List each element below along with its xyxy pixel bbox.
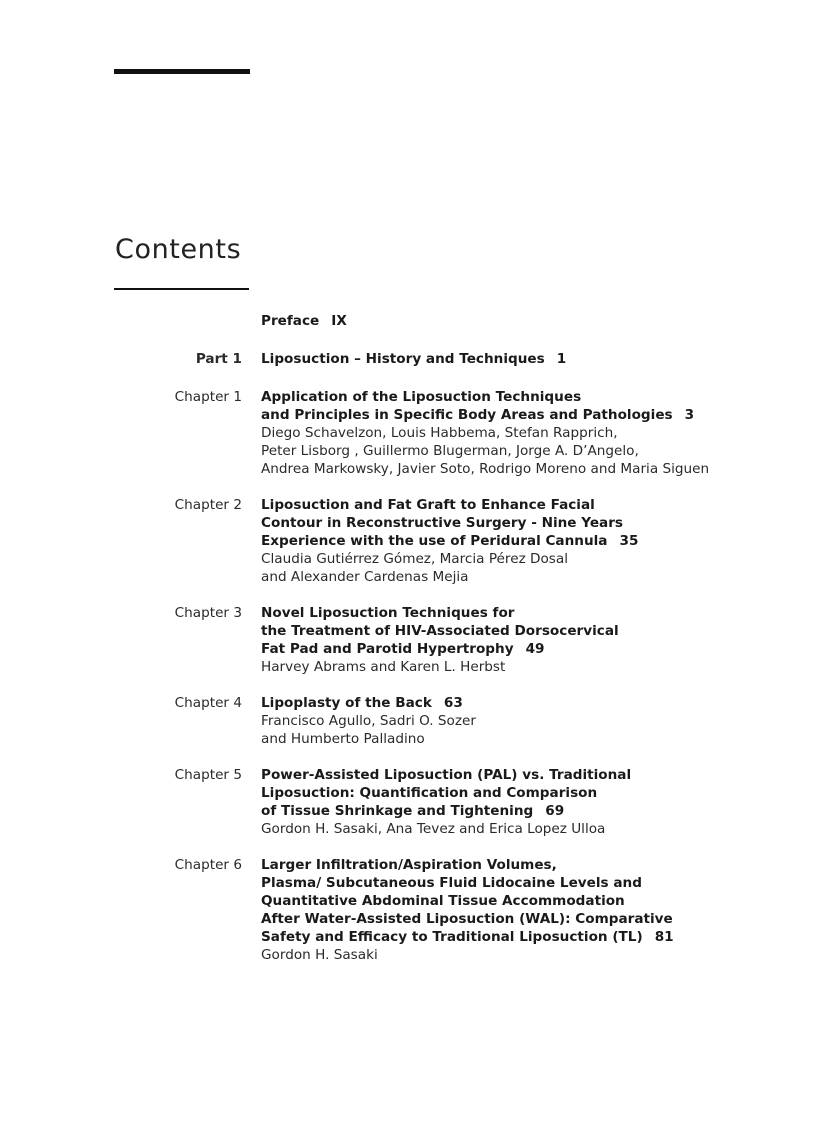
title-line: the Treatment of HIV-Associated Dorsocervical xyxy=(261,623,619,639)
author-line: Harvey Abrams and Karen L. Herbst xyxy=(261,659,506,675)
author-line: Diego Schavelzon, Louis Habbema, Stefan Rapprich, xyxy=(261,425,618,441)
entry-body xyxy=(261,312,731,330)
title-line-text: Fat Pad and Parotid Hypertrophy xyxy=(261,641,514,657)
title-line-last xyxy=(261,694,731,712)
title-line: Novel Liposuction Techniques for xyxy=(261,605,515,621)
entry-title xyxy=(261,604,731,658)
entry-title-text: Preface xyxy=(261,313,320,329)
entry-body xyxy=(261,694,731,748)
page-title: Contents xyxy=(115,234,242,265)
author-line: Claudia Gutiérrez Gómez, Marcia Pérez Dosal xyxy=(261,551,568,567)
title-line-last xyxy=(261,928,731,946)
chapter-label: Chapter 6 xyxy=(174,857,242,873)
title-line-text: and Principles in Specific Body Areas and Pathologies xyxy=(261,407,673,423)
entry-authors xyxy=(261,820,731,838)
entry-body xyxy=(261,856,731,964)
entry-authors xyxy=(261,658,731,676)
chapter-label: Chapter 3 xyxy=(174,605,242,621)
chapter-label: Chapter 5 xyxy=(174,767,242,783)
chapter-label: Chapter 2 xyxy=(174,497,242,513)
entry-page-number: IX xyxy=(331,313,347,329)
chapter-label: Chapter 4 xyxy=(174,695,242,711)
author-line: Andrea Markowsky, Javier Soto, Rodrigo Moreno and Maria Siguen xyxy=(261,461,710,477)
entry-body xyxy=(261,496,731,586)
entry-page-number: 81 xyxy=(654,929,674,945)
title-line-text: of Tissue Shrinkage and Tightening xyxy=(261,803,534,819)
title-line: Power-Assisted Liposuction (PAL) vs. Traditional xyxy=(261,767,632,783)
entry-authors xyxy=(261,424,731,478)
entry-page-number: 3 xyxy=(684,407,695,423)
author-line: and Alexander Cardenas Mejia xyxy=(261,569,469,585)
title-line: Plasma/ Subcutaneous Fluid Lidocaine Levels and xyxy=(261,875,642,891)
title-line-text: Experience with the use of Peridural Cannula xyxy=(261,533,608,549)
entry-body xyxy=(261,766,731,838)
entry-title-text: Liposuction – History and Techniques xyxy=(261,351,545,367)
entry-title xyxy=(261,350,731,368)
title-line: Contour in Reconstructive Surgery - Nine Years xyxy=(261,515,624,531)
title-line-last xyxy=(261,640,731,658)
entry-authors xyxy=(261,712,731,748)
title-line: Liposuction and Fat Graft to Enhance Facial xyxy=(261,497,595,513)
part-label: Part 1 xyxy=(195,351,242,367)
title-line-last xyxy=(261,406,731,424)
title-line: Quantitative Abdominal Tissue Accommodation xyxy=(261,893,625,909)
entry-body xyxy=(261,604,731,676)
author-line: Francisco Agullo, Sadri O. Sozer xyxy=(261,713,476,729)
entry-title xyxy=(261,312,731,330)
entry-page-number: 35 xyxy=(619,533,639,549)
entry-title xyxy=(261,766,731,820)
title-line: Liposuction: Quantification and Comparison xyxy=(261,785,598,801)
title-underline-rule xyxy=(114,288,249,290)
title-line-last xyxy=(261,532,731,550)
entry-page-number: 1 xyxy=(556,351,567,367)
entry-body xyxy=(261,350,731,368)
entry-title xyxy=(261,496,731,550)
entry-title xyxy=(261,388,731,424)
entry-page-number: 49 xyxy=(525,641,545,657)
title-line-text: Lipoplasty of the Back xyxy=(261,695,432,711)
author-line: Gordon H. Sasaki xyxy=(261,947,378,963)
title-line: Application of the Liposuction Techniques xyxy=(261,389,582,405)
author-line: and Humberto Palladino xyxy=(261,731,425,747)
title-line-text: Safety and Efficacy to Traditional Liposuction (TL) xyxy=(261,929,643,945)
entry-page-number: 69 xyxy=(545,803,565,819)
author-line: Peter Lisborg , Guillermo Blugerman, Jorge A. D’Angelo, xyxy=(261,443,639,459)
entry-page-number: 63 xyxy=(443,695,463,711)
title-line: After Water-Assisted Liposuction (WAL): Comparative xyxy=(261,911,673,927)
entry-authors xyxy=(261,946,731,964)
author-line: Gordon H. Sasaki, Ana Tevez and Erica Lopez Ulloa xyxy=(261,821,606,837)
entry-title xyxy=(261,856,731,946)
top-decorative-rule xyxy=(114,69,250,74)
chapter-label: Chapter 1 xyxy=(174,389,242,405)
entry-body xyxy=(261,388,731,478)
entry-title xyxy=(261,694,731,712)
title-line: Larger Infiltration/Aspiration Volumes, xyxy=(261,857,557,873)
entry-authors xyxy=(261,550,731,586)
title-line-last xyxy=(261,802,731,820)
